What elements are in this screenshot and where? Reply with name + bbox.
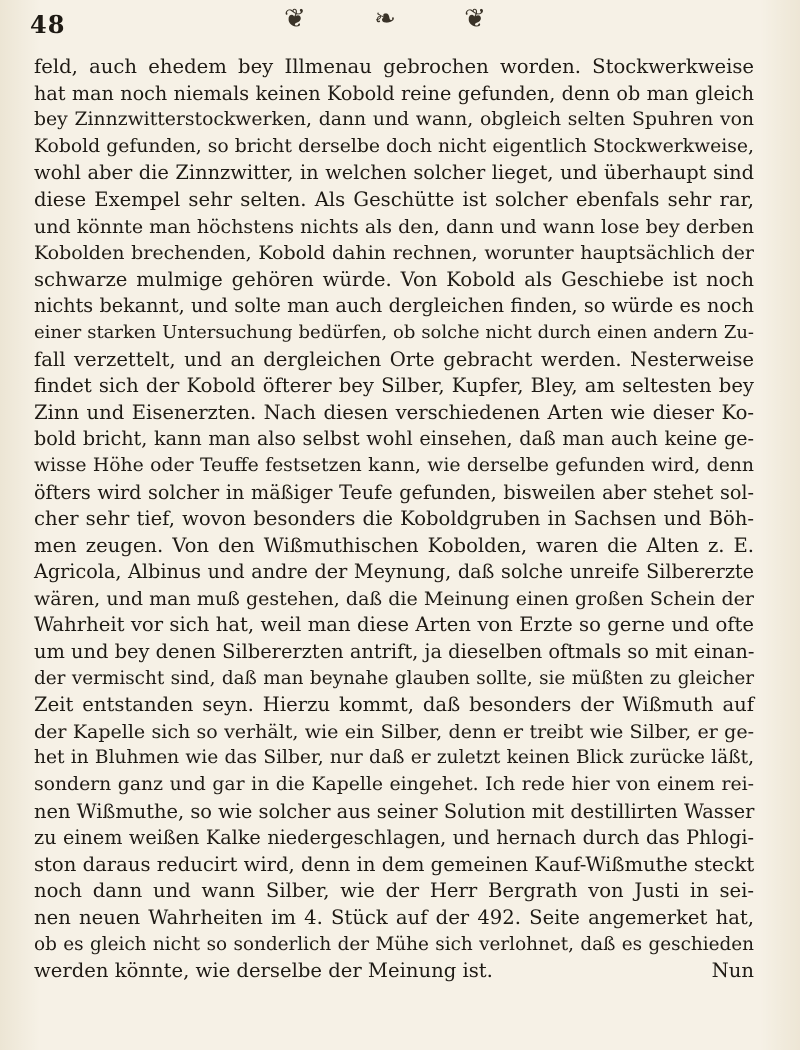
body-text — [34, 54, 754, 985]
fleuron-left-icon: ❦ — [284, 4, 336, 34]
fleuron-center-icon: ❧ — [374, 4, 426, 34]
text-line: hat man noch niemals keinen Kobold reine gefunden, denn ob man gleich — [34, 81, 754, 105]
text-line: schwarze mulmige gehören würde. Von Kobold als Geschiebe ist noch — [34, 267, 754, 291]
text-line: der Kapelle sich so verhält, wie ein Silber, denn er treibt wie Silber, er ge- — [34, 720, 754, 743]
text-line: feld, auch ehedem bey Illmenau gebrochen worden. Stockwerkweise — [34, 55, 754, 78]
text-line: sondern ganz und gar in die Kapelle eingehet. Ich rede hier von einem rei- — [34, 774, 754, 796]
text-line: Kobolden brechenden, Kobold dahin rechnen, worunter hauptsächlich der — [34, 242, 754, 265]
final-line-row — [34, 958, 754, 985]
text-line: wisse Höhe oder Teuffe festsetzen kann, wie derselbe gefunden wird, denn — [34, 454, 754, 476]
text-line: Agricola, Albinus und andre der Meynung, daß solche unreife Silbererzte — [34, 560, 754, 584]
text-line: bold bricht, kann man also selbst wohl einsehen, daß man auch keine ge- — [34, 427, 754, 451]
text-line: ob es gleich nicht so sonderlich der Mühe sich verlohnet, daß es geschieden — [34, 933, 754, 955]
text-line: Zeit entstanden seyn. Hierzu kommt, daß besonders der Wißmuth auf — [34, 693, 754, 717]
text-line: um und bey denen Silbererzten antrift, ja dieselben oftmals so mit einan- — [34, 640, 755, 664]
text-line: men zeugen. Von den Wißmuthischen Kobolden, waren die Alten z. E. — [34, 533, 754, 557]
catchword: Nun — [711, 959, 754, 983]
text-line: noch dann und wann Silber, wie der Herr Bergrath von Justi in sei- — [34, 879, 754, 903]
text-line: Wahrheit vor sich hat, weil man diese Arten von Erzte so gerne und ofte — [34, 613, 754, 637]
text-line: Kobold gefunden, so bricht derselbe doch nicht eigentlich Stockwerkweise, — [34, 135, 754, 157]
text-line: einer starken Untersuchung bedürfen, ob solche nicht durch einen andern Zu- — [34, 321, 754, 343]
text-line: wohl aber die Zinnzwitter, in welchen solcher lieget, und überhaupt sind — [34, 161, 754, 185]
fleuron-right-icon: ❦ — [464, 4, 516, 34]
page-header — [0, 0, 800, 50]
text-line: und könnte man höchstens nichts als den, dann und wann lose bey derben — [34, 215, 754, 238]
text-line: nen Wißmuthe, so wie solcher aus seiner Solution mit destillirten Wasser — [34, 799, 755, 823]
text-line: fall verzettelt, und an dergleichen Orte gebracht werden. Nesterweise — [34, 347, 754, 371]
text-line: bey Zinnzwitterstockwerken, dann und wann, obgleich selten Spuhren von — [34, 109, 754, 131]
text-line-final: werden könnte, wie derselbe der Meinung ist. — [34, 959, 493, 983]
text-line: cher sehr tief, wovon besonders die Koboldgruben in Sachsen und Böh- — [34, 507, 754, 531]
text-line: öfters wird solcher in mäßiger Teufe gefunden, bisweilen aber stehet sol- — [34, 480, 754, 504]
text-line: Zinn und Eisenerzten. Nach diesen verschiedenen Arten wie dieser Ko- — [34, 400, 754, 424]
text-line: het in Bluhmen wie das Silber, nur daß er zuletzt keinen Blick zurücke läßt, — [34, 747, 754, 769]
text-line: nichts bekannt, und solte man auch dergleichen finden, so würde es noch — [34, 294, 754, 318]
text-line: findet sich der Kobold öfterer bey Silber, Kupfer, Bley, am seltesten bey — [34, 374, 754, 398]
text-line: zu einem weißen Kalke niedergeschlagen, und hernach durch das Phlogi- — [34, 826, 754, 850]
text-line: nen neuen Wahrheiten im 4. Stück auf der 492. Seite angemerket hat, — [34, 906, 754, 929]
header-ornaments — [0, 4, 800, 34]
text-line: wären, und man muß gestehen, daß die Meinung einen großen Schein der — [34, 587, 754, 610]
page-number: 48 — [30, 10, 66, 39]
text-line: diese Exempel sehr selten. Als Geschütte ist solcher ebenfals sehr rar, — [34, 187, 754, 211]
text-line: der vermischt sind, daß man beynahe glauben sollte, sie müßten zu gleicher — [34, 667, 754, 689]
text-line: ston daraus reducirt wird, denn in dem gemeinen Kauf-Wißmuthe steckt — [34, 852, 755, 876]
